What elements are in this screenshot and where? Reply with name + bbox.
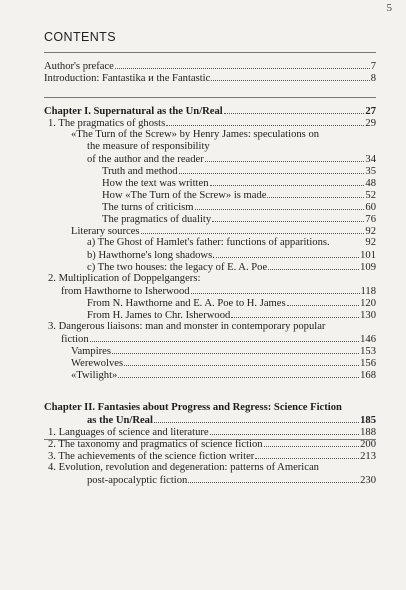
dot-leader [231,309,359,318]
dot-leader [255,450,359,459]
entry-title: How «The Turn of the Screw» is made [102,190,267,201]
entry-page: 213 [360,451,376,462]
toc-entry-dangerous-liaisons-line1[interactable]: 3. Dangerous liaisons: man and monster in contemporary popular [48,321,326,332]
toc-entry-introduction[interactable] [44,72,376,84]
entry-title: 3. The achievements of the science fiction writer [48,451,255,462]
entry-page: 60 [365,202,376,213]
dot-leader [205,153,365,162]
entry-title: From H. James to Chr. Isherwood [87,310,231,321]
toc-chapter-2-line2[interactable] [44,414,376,426]
entry-page: 35 [365,166,376,177]
entry-title: 1. Languages of science and literature [48,427,209,438]
page-number: 5 [386,2,392,14]
toc-entry-two-houses[interactable] [44,261,376,273]
dot-leader [191,285,360,294]
dot-leader [212,213,364,222]
spacer [44,84,376,105]
entry-page: 188 [360,427,376,438]
spacer [44,381,376,402]
dot-leader [210,177,365,186]
entry-page: 168 [360,370,376,381]
toc-entry-how-made[interactable] [44,189,376,201]
entry-page: 153 [360,346,376,357]
dot-leader [154,414,359,423]
toc-entry-doppelgangers-line2[interactable] [44,285,376,297]
entry-title: Werewolves [71,358,124,369]
entry-title: fiction [61,334,89,345]
toc-entry-truth-method[interactable] [44,165,376,177]
entry-title: of the author and the reader [87,154,204,165]
entry-title: a) The Ghost of Hamlet's father: functions of apparitions. [87,237,330,248]
toc-entry-preface[interactable] [44,60,376,72]
dot-leader [112,345,359,354]
entry-title: 1. The pragmatics of ghosts [48,118,166,129]
toc-entry-hamlet-ghost[interactable] [44,237,376,249]
toc-chapter-1[interactable] [44,105,376,117]
entry-page: 7 [370,61,376,72]
entry-title: From N. Hawthorne and E. A. Poe to H. James [87,298,286,309]
entry-page: 120 [360,298,376,309]
toc-entry-twilight[interactable] [44,369,376,381]
entry-page: 29 [365,118,376,129]
dot-leader [224,105,365,114]
toc-entry-dangerous-liaisons-line2[interactable] [44,333,376,345]
entry-title: Author's preface [44,61,114,72]
dot-leader [264,438,360,447]
entry-page: 118 [360,286,376,297]
entry-title: The turns of criticism [102,202,194,213]
entry-page: 101 [360,250,376,261]
entry-page: 156 [360,358,376,369]
toc-entry-hawthorne-shadows[interactable] [44,249,376,261]
entry-page: 8 [370,73,376,84]
dot-leader [124,357,359,366]
toc-entry-achievements-sf[interactable] [44,450,376,462]
entry-title: Introduction: Fantastika и the Fantastic [44,73,211,84]
entry-title: Truth and method [102,166,178,177]
toc-entry-hawthorne-poe-james[interactable] [44,297,376,309]
contents-heading: CONTENTS [44,30,116,44]
dot-leader [188,474,359,483]
dot-leader [179,165,365,174]
dot-leader [90,333,359,342]
chapter-title: Chapter I. Supernatural as the Un/Real [44,106,223,117]
toc-entry-james-isherwood[interactable] [44,309,376,321]
dot-leader [267,189,364,198]
dot-leader [115,60,370,69]
entry-page: 34 [365,154,376,165]
dot-leader [141,225,365,234]
dot-leader [118,369,359,378]
entry-page: 92 [365,226,376,237]
toc-entry-turn-of-screw-line2[interactable]: the measure of responsibility [87,141,210,152]
toc-entry-literary-sources[interactable] [44,225,376,237]
entry-title: c) The two houses: the legacy of E. A. Poe [87,262,268,273]
entry-page: 130 [360,310,376,321]
toc-entry-vampires[interactable] [44,345,376,357]
toc-entry-werewolves[interactable] [44,357,376,369]
toc-entry-taxonomy-sf[interactable] [44,438,376,450]
entry-page: 76 [365,214,376,225]
dot-leader [268,261,359,270]
toc-entry-pragmatics-duality[interactable] [44,213,376,225]
entry-page: 200 [360,439,376,450]
toc-entry-languages-science[interactable] [44,426,376,438]
rule-top [44,52,376,53]
chapter-title: as the Un/Real [87,415,153,426]
entry-title: «Twilight» [71,370,118,381]
entry-title: The pragmatics of duality [102,214,212,225]
dot-leader [195,201,365,210]
table-of-contents [44,60,376,486]
chapter-page: 27 [365,106,376,117]
toc-entry-ghosts[interactable] [44,117,376,129]
toc-entry-turn-of-screw-line1[interactable]: «The Turn of the Screw» by Henry James: speculations on [71,129,320,140]
entry-page: 52 [365,190,376,201]
entry-page: 109 [360,262,376,273]
entry-page: 48 [365,178,376,189]
entry-title: from Hawthorne to Isherwood [61,286,190,297]
dot-leader [210,426,360,435]
entry-title: Vampires [71,346,112,357]
entry-title: post-apocalyptic fiction [87,475,188,486]
toc-chapter-2-line1[interactable]: Chapter II. Fantasies about Progress and Regress: Science Fiction [44,402,342,413]
entry-page: 146 [360,334,376,345]
dot-leader [166,117,364,126]
entry-title: b) Hawthorne's long shadows. [87,250,215,261]
toc-entry-doppelgangers-line1[interactable]: 2. Multiplication of Doppelgangers: [48,273,201,284]
dot-leader [216,249,359,258]
entry-page: 230 [360,475,376,486]
toc-entry-turn-of-screw-line3[interactable] [44,153,376,165]
dot-leader [331,237,365,245]
toc-entry-evolution-line2[interactable] [44,474,376,486]
entry-title: How the text was written [102,178,209,189]
dot-leader [287,297,360,306]
entry-title: Literary sources [71,226,140,237]
dot-leader [211,72,369,81]
chapter-page: 185 [360,415,376,426]
entry-title: 2. The taxonomy and pragmatics of science fiction [48,439,263,450]
entry-page: 92 [365,237,376,248]
toc-entry-text-written[interactable] [44,177,376,189]
toc-entry-turns-criticism[interactable] [44,201,376,213]
toc-entry-evolution-line1[interactable]: 4. Evolution, revolution and degeneration: patterns of American [48,462,319,473]
